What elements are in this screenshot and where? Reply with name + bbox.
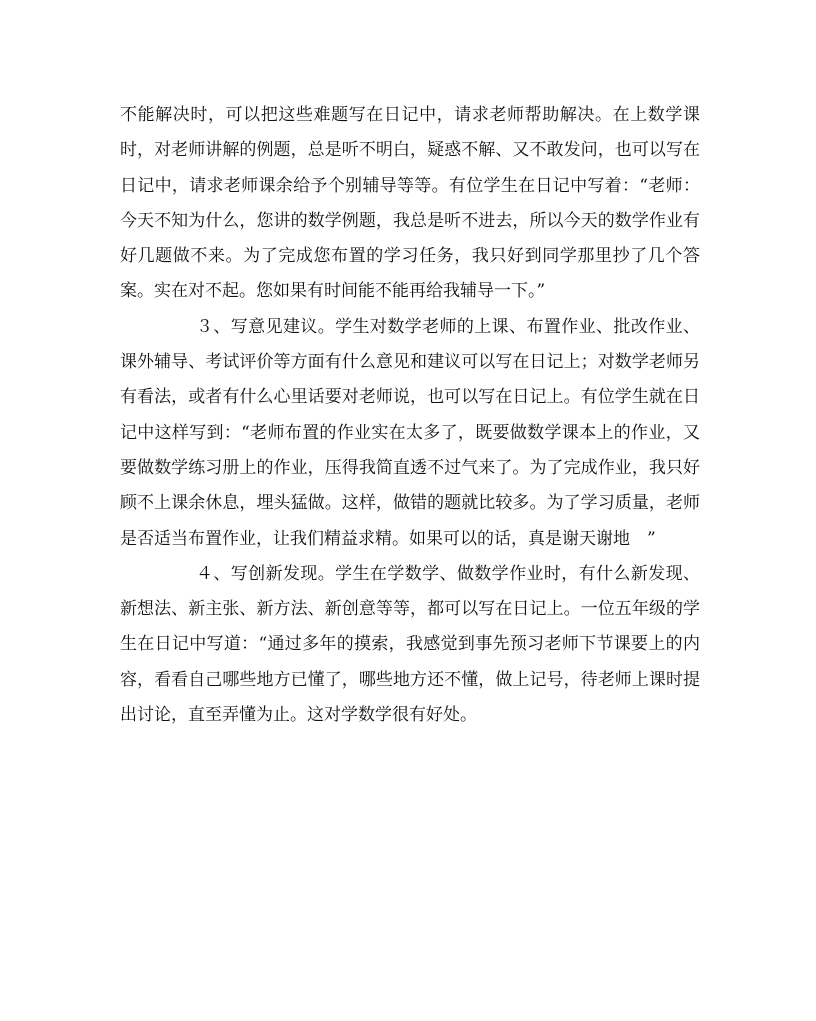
document-body [120, 98, 700, 733]
paragraph-1: 不能解决时，可以把这些难题写在日记中，请求老师帮助解决。在上数学课时，对老师讲解的例题，总是听不明白，疑惑不解、又不敢发问，也可以写在日记中，请求老师课余给予个别辅导等等。有位学生在日记中写着：“老师：今天不知为什么，您讲的数学例题，我总是听不进去，所以今天的数学作业有好几题做不来。为了完成您布置的学习任务，我只好到同学那里抄了几个答案。实在对不起。您如果有时间能不能再给我辅导一下。” [120, 105, 700, 302]
paragraph-3-innovation: ４、写创新发现。学生在学数学、做数学作业时，有什么新发现、新想法、新主张、新方法、新创意等等，都可以写在日记上。一位五年级的学生在日记中写道：“通过多年的摸索，我感觉到事先预习老师下节课要上的内容，看看自己哪些地方已懂了，哪些地方还不懂，做上记号，待老师上课时提出讨论，直至弄懂为止。这对学数学很有好处。 [120, 563, 700, 726]
paragraph-2-suggestions: ３、写意见建议。学生对数学老师的上课、布置作业、批改作业、课外辅导、考试评价等方面有什么意见和建议可以写在日记上；对数学老师另有看法，或者有什么心里话要对老师说，也可以写在日记上。有位学生就在日记中这样写到：“老师布置的作业实在太多了，既要做数学课本上的作业，又要做数学练习册上的作业，压得我简直透不过气来了。为了完成作业，我只好顾不上课余休息，埋头猛做。这样，做错的题就比较多。为了学习质量，老师是否适当布置作业，让我们精益求精。如果可以的话，真是谢天谢地 ” [120, 316, 700, 549]
